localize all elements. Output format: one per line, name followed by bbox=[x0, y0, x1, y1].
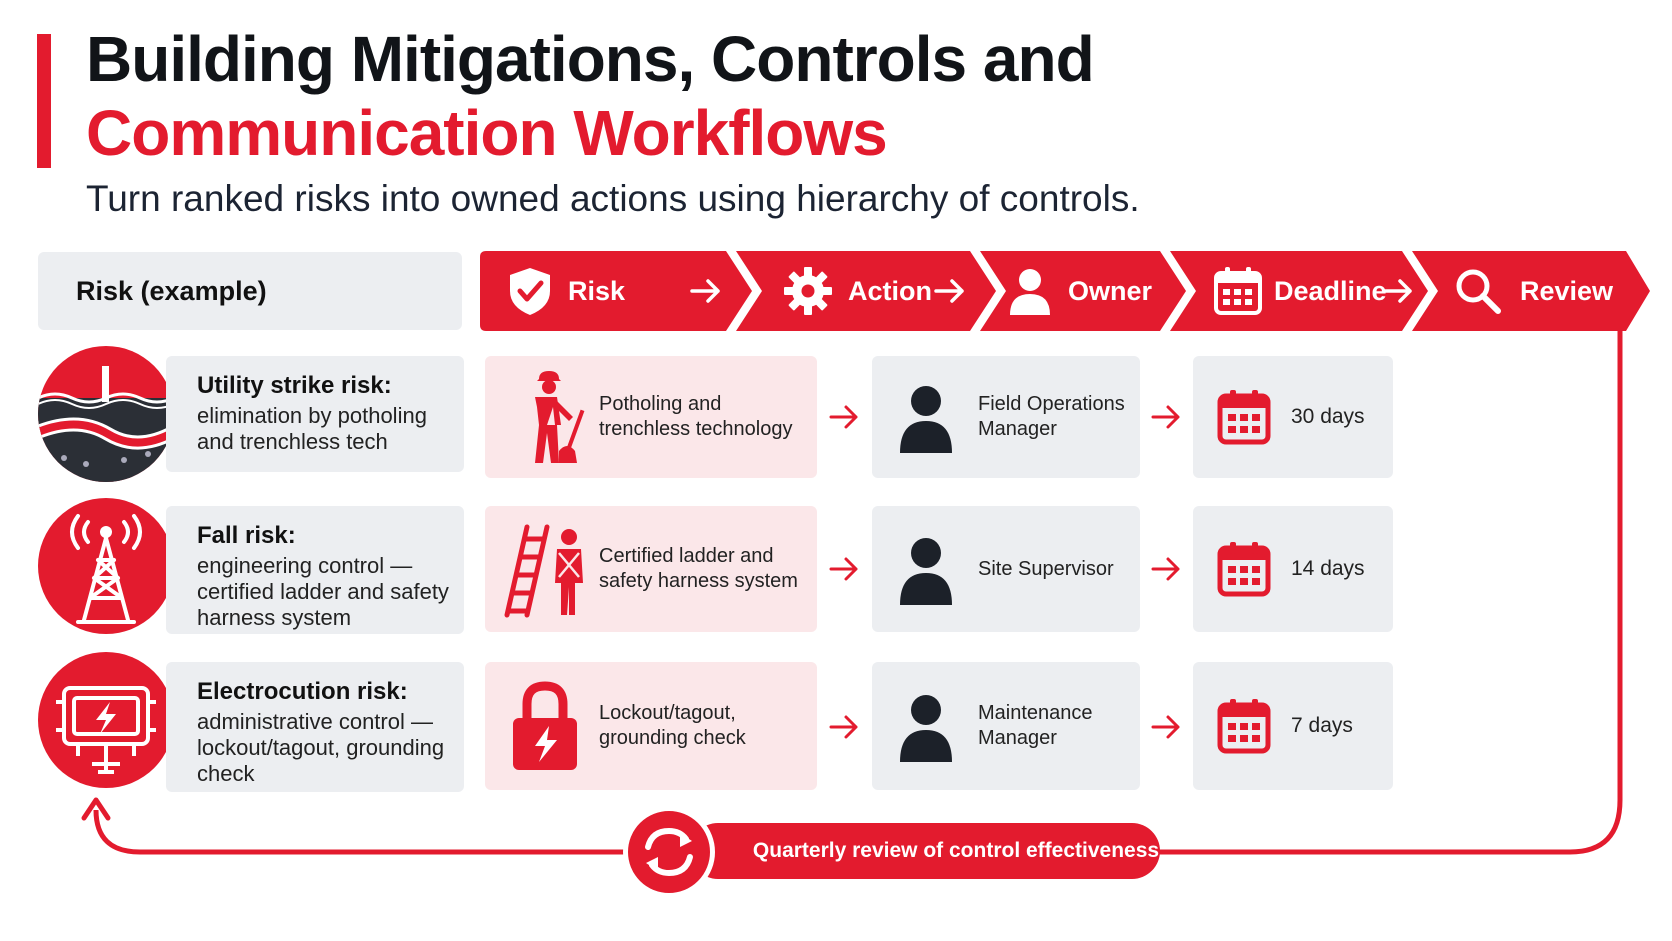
magnifier-icon bbox=[1450, 263, 1506, 319]
owner-name bbox=[978, 392, 1125, 442]
arrow-right-icon bbox=[1150, 402, 1184, 432]
calendar-icon bbox=[1210, 263, 1266, 319]
ladder-harness-icon bbox=[499, 519, 591, 619]
arrow-right-icon bbox=[1150, 554, 1184, 584]
risk-desc-line: check bbox=[197, 761, 255, 786]
owner-name-line: Field Operations bbox=[978, 393, 1125, 415]
arrow-right-icon bbox=[1380, 273, 1416, 309]
deadline-card-electrocution bbox=[1193, 662, 1393, 790]
action-text-line: grounding check bbox=[599, 727, 746, 749]
owner-card-utility-strike bbox=[872, 356, 1140, 478]
action-text-line: Lockout/tagout, bbox=[599, 702, 736, 724]
action-text bbox=[599, 392, 792, 442]
risk-description-utility-strike bbox=[166, 356, 464, 472]
action-text-line: safety harness system bbox=[599, 570, 798, 592]
risk-description-electrocution bbox=[166, 662, 464, 792]
owner-name-line: Manager bbox=[978, 727, 1057, 749]
deadline-value: 14 days bbox=[1291, 557, 1365, 580]
risk-desc-line: lockout/tagout, grounding bbox=[197, 735, 445, 760]
risk-title: Electrocution risk: bbox=[197, 678, 408, 705]
risk-desc-line: harness system bbox=[197, 605, 352, 630]
step-label-review: Review bbox=[1520, 276, 1614, 306]
calendar-icon bbox=[1217, 388, 1271, 446]
risk-description-fall bbox=[166, 506, 464, 634]
person-icon bbox=[1002, 263, 1058, 319]
deadline-value: 7 days bbox=[1291, 714, 1353, 737]
workflow-ribbon bbox=[480, 251, 1650, 331]
arrow-right-icon bbox=[828, 712, 862, 742]
person-icon bbox=[896, 533, 956, 605]
padlock-bolt-icon bbox=[499, 676, 591, 776]
owner-name bbox=[978, 701, 1093, 751]
worker-digging-icon bbox=[499, 367, 591, 467]
arrow-right-icon bbox=[688, 273, 724, 309]
deadline-card-utility-strike bbox=[1193, 356, 1393, 478]
action-text-line: Certified ladder and bbox=[599, 545, 774, 567]
owner-card-electrocution bbox=[872, 662, 1140, 790]
review-cycle-badge bbox=[623, 806, 715, 898]
risk-desc-line: and trenchless tech bbox=[197, 429, 388, 454]
action-text-line: trenchless technology bbox=[599, 418, 793, 440]
calendar-icon bbox=[1217, 540, 1271, 598]
owner-name bbox=[978, 557, 1114, 582]
action-text bbox=[599, 701, 746, 751]
action-card-fall bbox=[485, 506, 817, 632]
arrow-right-icon bbox=[828, 554, 862, 584]
risk-desc-line: elimination by potholing bbox=[197, 403, 427, 428]
electrical-panel-icon bbox=[38, 652, 174, 788]
risk-column-header-label: Risk (example) bbox=[76, 275, 267, 306]
arrow-right-icon bbox=[828, 402, 862, 432]
page-title-line-1: Building Mitigations, Controls and bbox=[86, 23, 1094, 95]
step-label-deadline: Deadline bbox=[1274, 276, 1387, 306]
risk-icon-utility-strike bbox=[38, 346, 174, 482]
risk-desc-line: certified ladder and safety bbox=[197, 579, 449, 604]
owner-name-line: Manager bbox=[978, 418, 1057, 440]
person-icon bbox=[896, 690, 956, 762]
action-card-utility-strike bbox=[485, 356, 817, 478]
page-title-line-2: Communication Workflows bbox=[86, 97, 887, 169]
shield-check-icon bbox=[502, 263, 558, 319]
risk-desc-line: administrative control — bbox=[197, 709, 433, 734]
risk-title: Fall risk: bbox=[197, 522, 296, 549]
calendar-icon bbox=[1217, 697, 1271, 755]
owner-card-fall bbox=[872, 506, 1140, 632]
owner-name-line: Site Supervisor bbox=[978, 557, 1114, 580]
step-label-owner: Owner bbox=[1068, 276, 1153, 306]
step-label-action: Action bbox=[848, 276, 932, 306]
gear-icon bbox=[780, 263, 836, 319]
deadline-value: 30 days bbox=[1291, 405, 1365, 428]
step-label-risk: Risk bbox=[568, 276, 626, 306]
arrow-right-icon bbox=[1150, 712, 1184, 742]
quarterly-review-label: Quarterly review of control effectiveness bbox=[752, 839, 1160, 862]
refresh-cycle-icon bbox=[628, 811, 710, 893]
buried-pipe-icon bbox=[38, 346, 174, 482]
risk-icon-fall bbox=[38, 498, 174, 634]
radio-tower-icon bbox=[38, 498, 174, 634]
action-card-electrocution bbox=[485, 662, 817, 790]
quarterly-review-banner bbox=[690, 823, 1160, 879]
owner-name-line: Maintenance bbox=[978, 702, 1093, 724]
person-icon bbox=[896, 381, 956, 453]
deadline-card-fall bbox=[1193, 506, 1393, 632]
page-subtitle: Turn ranked risks into owned actions using hierarchy of controls. bbox=[86, 178, 1140, 219]
risk-icon-electrocution bbox=[38, 652, 174, 788]
action-text-line: Potholing and bbox=[599, 393, 722, 415]
action-text bbox=[599, 544, 798, 594]
risk-title: Utility strike risk: bbox=[197, 372, 392, 399]
risk-desc-line: engineering control — bbox=[197, 553, 413, 578]
arrow-right-icon bbox=[932, 273, 968, 309]
